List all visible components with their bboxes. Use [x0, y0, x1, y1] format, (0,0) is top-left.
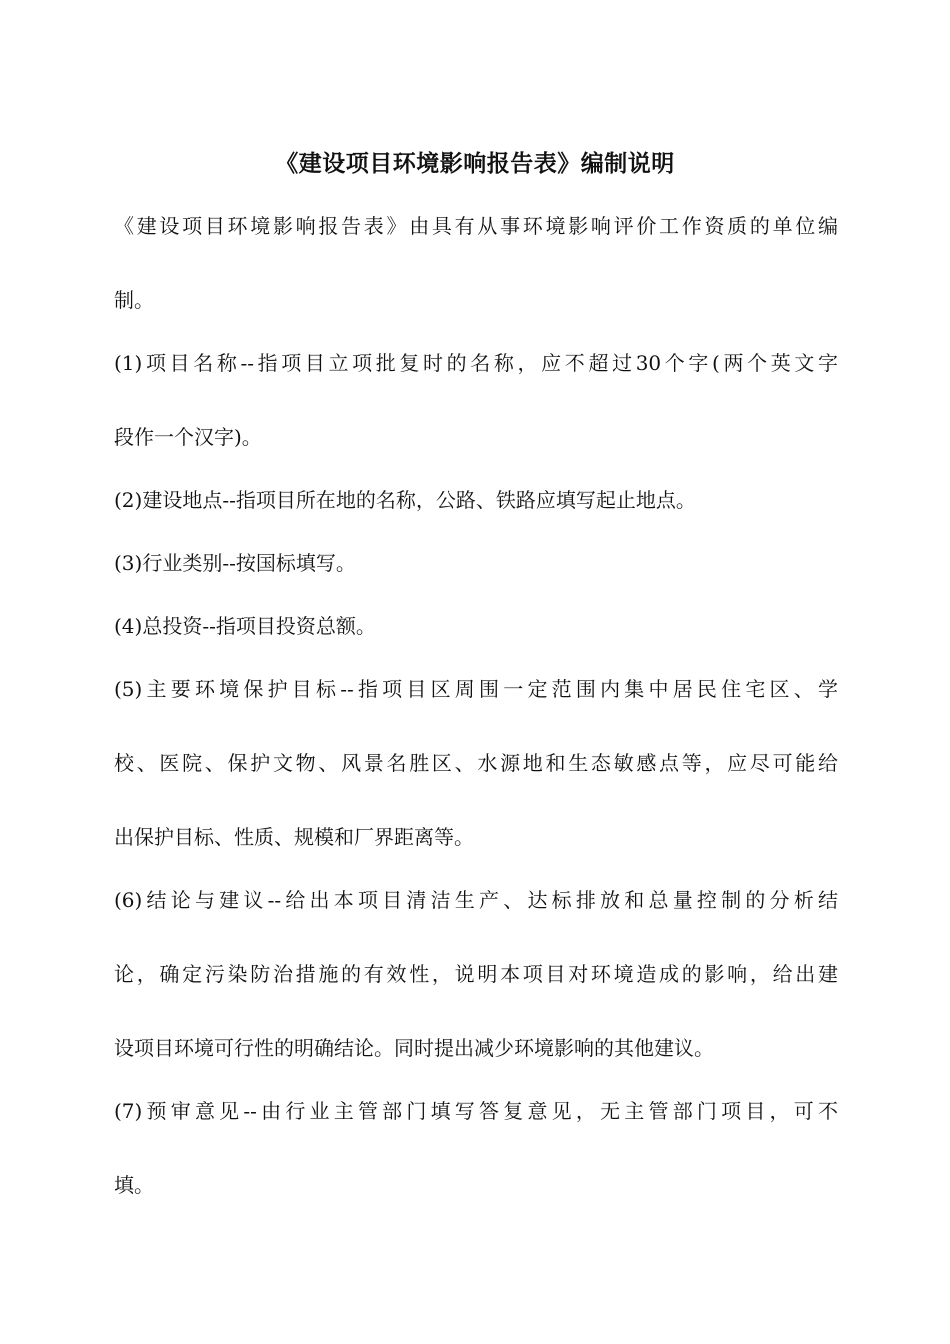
- item-6-line-1: (6)结论与建议--给出本项目清洁生产、达标排放和总量控制的分析结: [114, 888, 838, 912]
- item-1-line-1: (1)项目名称--指项目立项批复时的名称，应不超过30个字(两个英文字: [114, 351, 838, 375]
- item-3-line-1: (3)行业类别--按国标填写。: [114, 551, 356, 575]
- item-7-line-2: 填。: [114, 1173, 154, 1197]
- paragraph-intro-line-2: 制。: [114, 288, 154, 312]
- paragraph-intro-line-1: 《建设项目环境影响报告表》由具有从事环境影响评价工作资质的单位编: [114, 214, 838, 238]
- item-7-line-1: (7)预审意见--由行业主管部门填写答复意见，无主管部门项目，可不: [114, 1099, 838, 1123]
- item-2-line-1: (2)建设地点--指项目所在地的名称，公路、铁路应填写起止地点。: [114, 488, 696, 512]
- item-6-line-3: 设项目环境可行性的明确结论。同时提出减少环境影响的其他建议。: [114, 1036, 714, 1060]
- item-5-line-2: 校、医院、保护文物、风景名胜区、水源地和生态敏感点等，应尽可能给: [114, 751, 838, 775]
- item-5-line-1: (5)主要环境保护目标--指项目区周围一定范围内集中居民住宅区、学: [114, 677, 838, 701]
- item-5-line-3: 出保护目标、性质、规模和厂界距离等。: [114, 825, 474, 849]
- item-6-line-2: 论，确定污染防治措施的有效性，说明本项目对环境造成的影响，给出建: [114, 962, 838, 986]
- item-1-line-2: 段作一个汉字)。: [114, 425, 262, 449]
- document-title: 《建设项目环境影响报告表》编制说明: [275, 151, 675, 177]
- item-4-line-1: (4)总投资--指项目投资总额。: [114, 614, 376, 638]
